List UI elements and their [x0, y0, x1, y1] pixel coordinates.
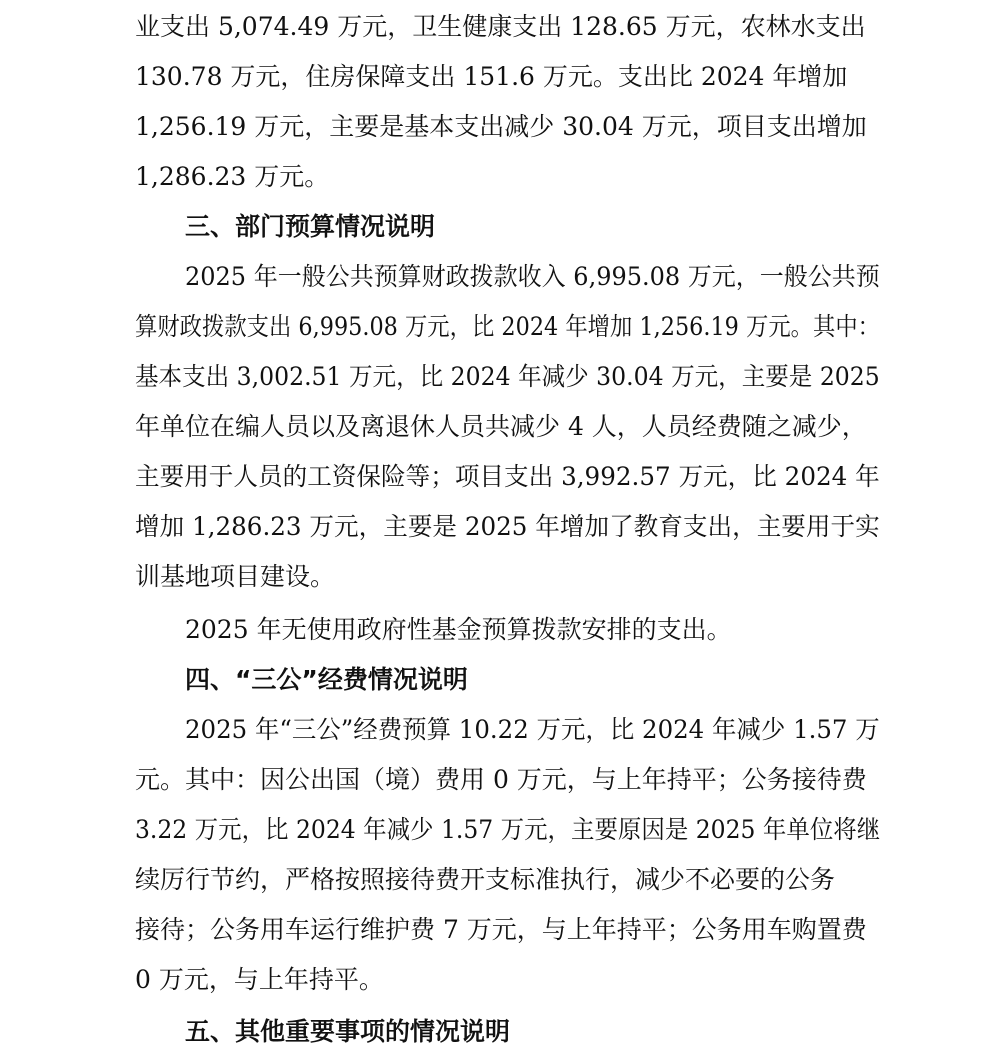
body-line: 算财政拨款支出 6,995.08 万元，比 2024 年增加 1,256.19 万元。其中：	[135, 312, 880, 341]
body-line: 元。其中：因公出国（境）费用 0 万元，与上年持平；公务接待费	[135, 765, 867, 794]
body-line: 2025 年“三公”经费预算 10.22 万元，比 2024 年减少 1.57 万	[185, 715, 880, 744]
body-line: 接待；公务用车运行维护费 7 万元，与上年持平；公务用车购置费	[135, 915, 867, 944]
body-line: 3.22 万元，比 2024 年减少 1.57 万元，主要原因是 2025 年单位将继	[135, 815, 881, 844]
body-line: 2025 年一般公共预算财政拨款收入 6,995.08 万元，一般公共预	[185, 262, 880, 291]
body-line: 0 万元，与上年持平。	[135, 965, 384, 994]
section-heading: 五、其他重要事项的情况说明	[185, 1017, 511, 1046]
section-heading: 四、“三公”经费情况说明	[185, 665, 468, 694]
body-line: 续厉行节约，严格按照接待费开支标准执行，减少不必要的公务	[135, 865, 836, 894]
body-line: 主要用于人员的工资保险等；项目支出 3,992.57 万元，比 2024 年	[135, 462, 880, 491]
body-line: 增加 1,286.23 万元，主要是 2025 年增加了教育支出，主要用于实	[135, 512, 880, 541]
body-line: 年单位在编人员以及离退休人员共减少 4 人，人员经费随之减少，	[135, 412, 867, 441]
section-heading: 三、部门预算情况说明	[185, 212, 436, 241]
body-line: 训基地项目建设。	[135, 562, 336, 591]
body-line: 130.78 万元，住房保障支出 151.6 万元。支出比 2024 年增加	[135, 62, 848, 91]
body-line: 1,286.23 万元。	[135, 162, 330, 191]
body-line: 业支出 5,074.49 万元，卫生健康支出 128.65 万元，农林水支出	[135, 12, 866, 41]
body-line: 2025 年无使用政府性基金预算拨款安排的支出。	[185, 615, 732, 644]
body-line: 基本支出 3,002.51 万元，比 2024 年减少 30.04 万元，主要是 2025	[135, 362, 880, 391]
body-line: 1,256.19 万元，主要是基本支出减少 30.04 万元，项目支出增加	[135, 112, 867, 141]
